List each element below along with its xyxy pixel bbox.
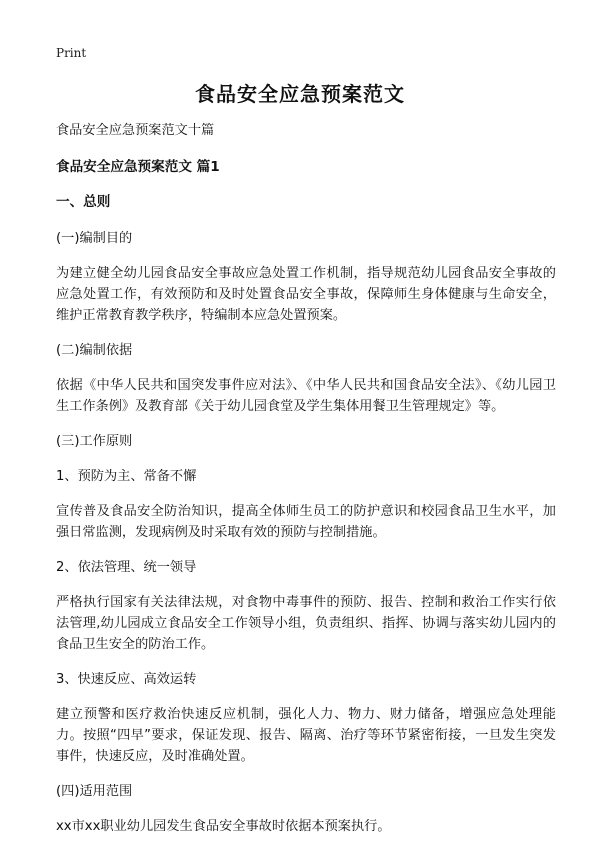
print-label: Print [56,46,87,60]
document-title: 食品安全应急预案范文 [195,82,405,106]
principle-1: 1、预防为主、常备不懈 [56,469,197,484]
document-subtitle: 食品安全应急预案范文十篇 [56,123,215,138]
principle-3: 3、快速反应、高效运转 [56,672,197,687]
subheading-purpose: (一)编制目的 [56,231,133,246]
paragraph-purpose: 为建立健全幼儿园食品安全事故应急处置工作机制，指导规范幼儿园食品安全事故的应急处置工作，有效预防和及时处置食品安全事故，保障师生身体健康与生命安全，维护正常教育教学秩序，特编制本应急处置预案。 [56,266,556,323]
document-body [56,120,556,851]
paragraph-basis: 依据《中华人民共和国突发事件应对法》、《中华人民共和国食品安全法》、《幼儿园卫生工作条例》及教育部《关于幼儿园食堂及学生集体用餐卫生管理规定》等。 [56,378,556,414]
section-heading-general: 一、总则 [56,194,111,210]
subheading-basis: (二)编制依据 [56,343,133,358]
article-heading: 食品安全应急预案范文 篇1 [56,159,220,175]
paragraph-scope: xx市xx职业幼儿园发生食品安全事故时依据本预案执行。 [56,819,391,834]
subheading-scope: (四)适用范围 [56,784,133,799]
paragraph-principle-1: 宣传普及食品安全防治知识，提高全体师生员工的防护意识和校园食品卫生水平，加强日常监测，发现病例及时采取有效的预防与控制措施。 [56,504,556,540]
paragraph-principle-3: 建立预警和医疗救治快速反应机制，强化人力、物力、财力储备，增强应急处理能力。按照“四早”要求，保证发现、报告、隔离、治疗等环节紧密衔接，一旦发生突发事件，快速反应，及时准确处置。 [56,707,556,764]
principle-2: 2、依法管理、统一领导 [56,560,197,575]
subheading-principles: (三)工作原则 [56,434,133,449]
paragraph-principle-2: 严格执行国家有关法律法规，对食物中毒事件的预防、报告、控制和救治工作实行依法管理,幼儿园成立食品安全工作领导小组，负责组织、指挥、协调与落实幼儿园内的食品卫生安全的防治工作。 [56,595,556,652]
